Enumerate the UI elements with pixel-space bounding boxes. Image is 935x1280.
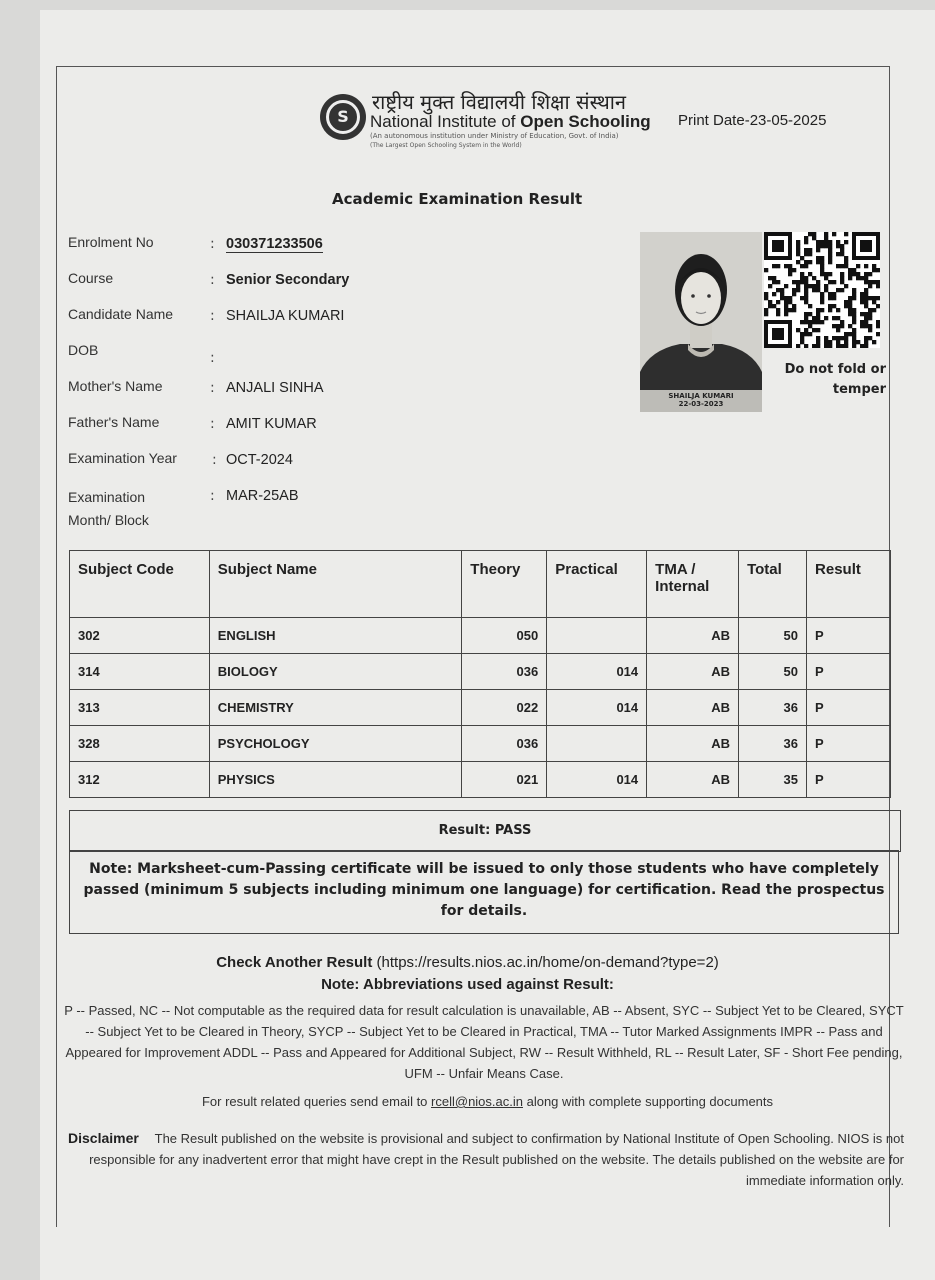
tma-marks: AB: [647, 654, 739, 690]
query-text-after: along with complete supporting documents: [522, 1094, 774, 1109]
theory-marks: 022: [462, 690, 547, 726]
check-url-link[interactable]: (https://results.nios.ac.in/home/on-demand?type=2): [376, 954, 719, 971]
subject-name: ENGLISH: [209, 618, 462, 654]
email-link[interactable]: rcell@nios.ac.in: [431, 1094, 523, 1109]
detail-row-exam-month: Examination Month/ Block : MAR-25AB: [68, 486, 628, 532]
subject-name: PSYCHOLOGY: [209, 726, 462, 762]
header-subject-name: Subject Name: [209, 551, 462, 618]
tma-marks: AB: [647, 726, 739, 762]
enrolment-number: 030371233506: [226, 236, 323, 252]
institute-tagline: (The Largest Open Schooling System in the World): [370, 142, 522, 149]
disclaimer: [68, 1128, 904, 1191]
check-another-result: [0, 954, 935, 971]
detail-label: Course: [68, 270, 114, 286]
photo-caption-date: 22-03-2023: [678, 400, 724, 408]
subject-code: 328: [70, 726, 210, 762]
detail-label: Examination Year: [68, 450, 177, 466]
table-row: [70, 762, 891, 798]
practical-marks: 014: [547, 762, 647, 798]
subject-result: P: [807, 654, 891, 690]
photo-caption-name: SHAILJA KUMARI: [668, 392, 734, 400]
institute-header: [320, 88, 880, 158]
disclaimer-text: The Result published on the website is provisional and subject to confirmation by National Institute of Open Schooling. NIOS is not responsible for any inadvertent error that might have crept in the Result published on the website. The details published on the website are for immediate information only.: [89, 1131, 904, 1188]
abbreviations-text: P -- Passed, NC -- Not computable as the required data for result calculation is unavailable, AB -- Absent, SYC -- Subject Yet to be Cleared, SYCT -- Subject Yet to be Cleared in Theory, SYCP -- Subject Yet to be Cleared in Practical, TMA -- Tutor Marked Assignments IMPR -- Pass and Appeared for Improvement ADDL -- Pass and Appeared for Additional Subject, RW -- Result Withheld, RL -- Result Later, SF - Short Fee pending, UFM -- Unfair Means Case.: [64, 1003, 904, 1081]
no-fold-warning: Do not fold or temper: [784, 362, 886, 397]
practical-marks: 014: [547, 690, 647, 726]
exam-year: OCT-2024: [226, 452, 293, 468]
subject-result: P: [807, 690, 891, 726]
institute-subtitle: (An autonomous institution under Ministry of Education, Govt. of India): [370, 132, 619, 140]
check-label: Check Another Result: [216, 954, 373, 971]
overall-result: Result: PASS: [69, 810, 901, 852]
table-row: [70, 690, 891, 726]
candidate-name: SHAILJA KUMARI: [226, 308, 345, 324]
subject-name: CHEMISTRY: [209, 690, 462, 726]
detail-label: Enrolment No: [68, 234, 154, 250]
qr-code: [764, 232, 880, 348]
detail-label: Mother's Name: [68, 378, 163, 394]
results-table: [69, 550, 891, 798]
subject-result: P: [807, 618, 891, 654]
header-result: Result: [807, 551, 891, 618]
course-value: Senior Secondary: [226, 272, 350, 288]
detail-label: Examination Month/ Block: [68, 489, 149, 528]
theory-marks: 021: [462, 762, 547, 798]
theory-marks: 036: [462, 654, 547, 690]
detail-row-course: Course : Senior Secondary: [68, 270, 350, 288]
marksheet-note: Note: Marksheet-cum-Passing certificate will be issued to only those students who have completely passed (minimum 5 subjects including minimum one language) for certification. Read the prospectus for details.: [69, 850, 899, 934]
header-subject-code: Subject Code: [70, 551, 210, 618]
detail-row-father: Father's Name : AMIT KUMAR: [68, 414, 317, 432]
disclaimer-label: Disclaimer: [68, 1130, 139, 1146]
print-date: Print Date-23-05-2025: [678, 112, 827, 129]
theory-marks: 050: [462, 618, 547, 654]
detail-row-mother: Mother's Name : ANJALI SINHA: [68, 378, 324, 396]
practical-marks: 014: [547, 654, 647, 690]
practical-marks: [547, 618, 647, 654]
query-text: For result related queries send email to: [201, 1094, 432, 1109]
header-theory: Theory: [462, 551, 547, 618]
photo-portrait: [640, 232, 762, 390]
practical-marks: [547, 726, 647, 762]
total-marks: 35: [739, 762, 807, 798]
total-marks: 50: [739, 618, 807, 654]
tma-marks: AB: [647, 618, 739, 654]
mother-name: ANJALI SINHA: [226, 380, 324, 396]
tma-marks: AB: [647, 690, 739, 726]
candidate-details: [68, 234, 628, 532]
subject-name: PHYSICS: [209, 762, 462, 798]
total-marks: 36: [739, 726, 807, 762]
theory-marks: 036: [462, 726, 547, 762]
detail-label: DOB: [68, 342, 99, 358]
total-marks: 50: [739, 654, 807, 690]
header-practical: Practical: [547, 551, 647, 618]
header-total: Total: [739, 551, 807, 618]
detail-row-candidate: Candidate Name : SHAILJA KUMARI: [68, 306, 345, 324]
detail-label: Father's Name: [68, 414, 160, 430]
nios-logo: S: [320, 94, 366, 140]
query-line: [0, 1094, 935, 1109]
table-row: [70, 618, 891, 654]
subject-code: 312: [70, 762, 210, 798]
subject-result: P: [807, 762, 891, 798]
table-header-row: [70, 551, 891, 618]
subject-code: 302: [70, 618, 210, 654]
detail-row-exam-year: Examination Year : OCT-2024: [68, 450, 293, 468]
institute-name-english: National Institute of Open Schooling: [370, 112, 651, 131]
total-marks: 36: [739, 690, 807, 726]
candidate-photo: [640, 232, 762, 412]
father-name: AMIT KUMAR: [226, 416, 317, 432]
photo-caption: [640, 392, 762, 408]
page-title: Academic Examination Result: [332, 190, 583, 208]
tma-marks: AB: [647, 762, 739, 798]
detail-row-enrolment: Enrolment No : 030371233506: [68, 234, 323, 252]
detail-label: Candidate Name: [68, 306, 174, 322]
table-row: [70, 654, 891, 690]
institute-name-hindi: राष्ट्रीय मुक्त विद्यालयी शिक्षा संस्थान: [372, 90, 627, 114]
subject-code: 314: [70, 654, 210, 690]
header-tma: TMA / Internal: [647, 551, 739, 618]
table-row: [70, 726, 891, 762]
subject-result: P: [807, 726, 891, 762]
detail-row-dob: DOB :: [68, 342, 628, 378]
exam-month-block: MAR-25AB: [226, 488, 299, 504]
subject-code: 313: [70, 690, 210, 726]
abbreviations-title: Note: Abbreviations used against Result:: [321, 976, 614, 993]
subject-name: BIOLOGY: [209, 654, 462, 690]
